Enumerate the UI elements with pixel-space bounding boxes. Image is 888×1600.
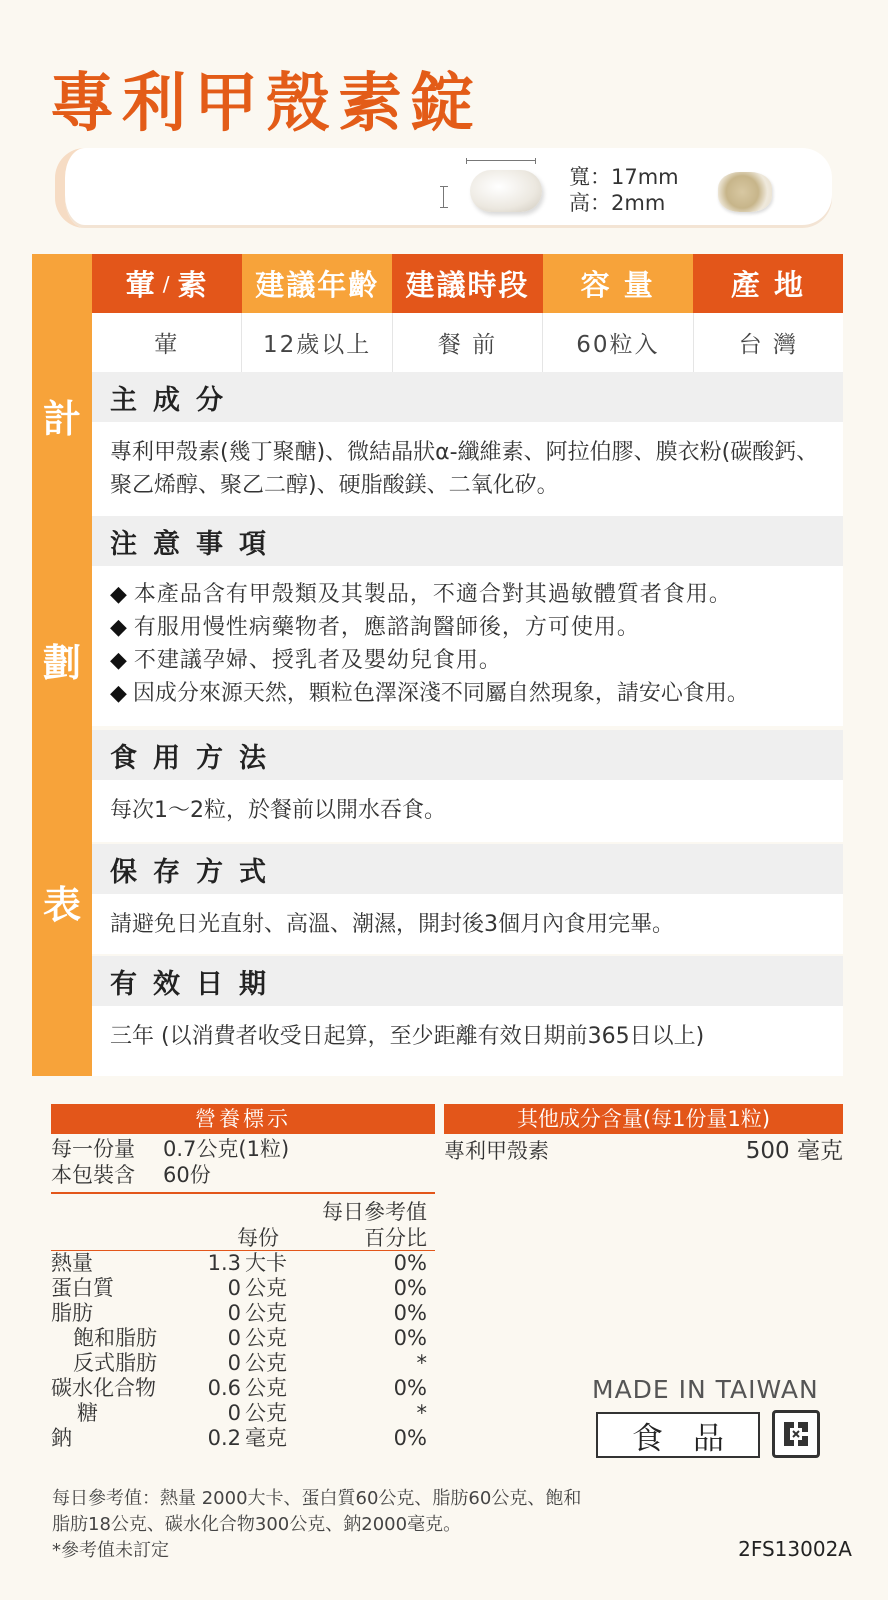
height-dimension-marker	[440, 186, 448, 208]
nutrition-row	[51, 1326, 435, 1351]
tablet-dimensions	[569, 164, 679, 216]
width-dimension-marker	[466, 158, 536, 164]
spec-header-row	[92, 254, 843, 313]
footnote-line: 每日參考值：熱量 2000大卡、蛋白質60公克、脂肪60公克、飽和	[52, 1488, 582, 1509]
caution-item	[110, 644, 825, 677]
nutrient-amount: 0	[227, 1326, 241, 1350]
nutrient-unit: 公克	[245, 1376, 287, 1400]
caution-item-text: 有服用慢性病藥物者，應諮詢醫師後，方可使用。	[133, 615, 640, 640]
caution-item-text: 因成分來源天然，顆粒色澤深淺不同屬自然現象，請安心食用。	[132, 681, 749, 706]
nutrient-name: 熱量	[51, 1251, 93, 1275]
product-title: 專利甲殼素錠	[50, 67, 482, 141]
spec-header-time: 建議時段	[392, 254, 542, 313]
made-in-taiwan-label: MADE IN TAIWAN	[592, 1375, 819, 1404]
nutrition-facts	[51, 1104, 435, 1451]
usage-heading: 食用方法	[92, 730, 843, 780]
other-ingredients-title: 其他成分含量(每1份量1粒)	[444, 1104, 843, 1134]
nutrition-row	[51, 1276, 435, 1301]
diet-label-slash: /	[162, 271, 172, 296]
nutrient-unit: 大卡	[245, 1251, 287, 1275]
nutrient-daily-percent: 0%	[393, 1326, 427, 1350]
expiry-heading: 有效日期	[92, 956, 843, 1006]
nutrition-row	[51, 1376, 435, 1401]
nutrient-amount: 0	[227, 1276, 241, 1300]
nutrition-title: 營養標示	[51, 1104, 435, 1134]
plan-sidebar	[32, 254, 92, 1076]
nutrient-unit: 毫克	[245, 1426, 287, 1450]
expiry-body: 三年 (以消費者收受日起算，至少距離有效日期前365日以上)	[92, 1006, 843, 1076]
sidebar-char-1: 計	[42, 397, 81, 441]
spec-header-age: 建議年齡	[242, 254, 392, 313]
spec-table	[92, 254, 843, 372]
nutrient-daily-percent: 0%	[393, 1376, 427, 1400]
spec-value-origin: 台 灣	[738, 332, 798, 358]
nutrition-column-header	[51, 1194, 435, 1250]
nutrition-row	[51, 1301, 435, 1326]
tablet-width: 寬：17mm	[569, 165, 679, 189]
nutrient-unit: 公克	[245, 1401, 287, 1425]
storage-body: 請避免日光直射、高溫、潮濕，開封後3個月內食用完畢。	[92, 894, 843, 954]
spec-value-capacity: 60粒入	[543, 313, 693, 372]
usage-body: 每次1～2粒，於餐前以開水吞食。	[92, 780, 843, 842]
nutrient-unit: 公克	[245, 1326, 287, 1350]
other-ingredient-value: 500 毫克	[745, 1138, 843, 1164]
ingredients-body: 專利甲殼素(幾丁聚醣)、微結晶狀α-纖維素、阿拉伯膠、膜衣粉(碳酸鈣、聚乙烯醇、聚乙二醇)、硬脂酸鎂、二氧化矽。	[92, 422, 843, 516]
diamond-bullet-icon: ◆	[110, 582, 128, 607]
nutrition-row	[51, 1426, 435, 1451]
daily-value-header: 每日參考值	[322, 1200, 427, 1224]
nutrient-daily-percent: 0%	[393, 1301, 427, 1325]
product-code: 2FS13002A	[738, 1537, 852, 1561]
caution-item	[110, 677, 825, 710]
nutrient-unit: 公克	[245, 1301, 287, 1325]
sidebar-char-3: 表	[42, 883, 81, 927]
recycling-icon	[772, 1410, 820, 1458]
nutrient-name: 反式脂肪	[73, 1351, 157, 1375]
nutrient-daily-percent: 0%	[393, 1276, 427, 1300]
spec-header-capacity: 容 量	[543, 254, 693, 313]
other-ingredient-row	[444, 1134, 843, 1168]
caution-item	[110, 578, 825, 611]
spec-value-row	[92, 313, 843, 372]
nutrient-daily-percent: 0%	[393, 1251, 427, 1275]
nutrient-name: 脂肪	[51, 1301, 93, 1325]
tablet-cross-section-image	[718, 172, 772, 212]
per-serving-header: 每份	[237, 1226, 279, 1250]
nutrient-amount: 1.3	[207, 1251, 241, 1275]
nutrient-unit: 公克	[245, 1351, 287, 1375]
nutrition-row	[51, 1351, 435, 1376]
spec-value-age: 12歲以上	[242, 313, 392, 372]
other-ingredients	[444, 1104, 843, 1168]
servings-value: 60份	[163, 1163, 211, 1187]
servings-per-package-line	[51, 1162, 435, 1188]
nutrient-daily-percent: *	[416, 1401, 427, 1425]
spec-header-diet	[92, 254, 242, 313]
sidebar-char-2: 劃	[42, 641, 81, 685]
footnote-line: *參考值未訂定	[52, 1540, 169, 1561]
nutrient-name: 糖	[77, 1401, 98, 1425]
other-ingredient-name: 專利甲殼素	[444, 1139, 549, 1163]
caution-body	[92, 566, 843, 726]
diamond-bullet-icon: ◆	[110, 648, 128, 673]
spec-value-diet: 葷	[92, 313, 242, 372]
nutrient-name: 蛋白質	[51, 1276, 114, 1300]
spec-value-time: 餐 前	[393, 313, 543, 372]
nutrient-amount: 0	[227, 1301, 241, 1325]
nutrient-name: 飽和脂肪	[73, 1326, 157, 1350]
nutrition-rows	[51, 1251, 435, 1451]
tablet-height: 高：2mm	[569, 191, 666, 215]
caution-item	[110, 611, 825, 644]
food-category-label: 食品	[596, 1412, 760, 1458]
nutrient-amount: 0	[227, 1401, 241, 1425]
nutrient-name: 鈉	[51, 1426, 72, 1450]
diamond-bullet-icon: ◆	[110, 681, 127, 706]
serving-size-line	[51, 1136, 435, 1162]
nutrient-daily-percent: 0%	[393, 1426, 427, 1450]
nutrient-daily-percent: *	[416, 1351, 427, 1375]
footnote	[52, 1486, 581, 1564]
daily-value-percent-header: 百分比	[364, 1226, 427, 1250]
nutrition-row	[51, 1401, 435, 1426]
servings-label: 本包裝含	[51, 1163, 135, 1187]
nutrient-name: 碳水化合物	[51, 1376, 156, 1400]
serving-size-value: 0.7公克(1粒)	[163, 1137, 290, 1161]
diet-label-veg: 素	[177, 268, 209, 302]
nutrient-unit: 公克	[245, 1276, 287, 1300]
nutrient-amount: 0.2	[207, 1426, 241, 1450]
nutrition-row	[51, 1251, 435, 1276]
caution-item-text: 不建議孕婦、授乳者及嬰幼兒食用。	[133, 648, 502, 673]
diamond-bullet-icon: ◆	[110, 615, 128, 640]
diet-label-meat: 葷	[125, 268, 157, 302]
nutrient-amount: 0	[227, 1351, 241, 1375]
ingredients-heading: 主成分	[92, 372, 843, 422]
storage-heading: 保存方式	[92, 844, 843, 894]
nutrient-amount: 0.6	[207, 1376, 241, 1400]
footnote-line: 脂肪18公克、碳水化合物300公克、鈉2000毫克。	[52, 1514, 462, 1535]
serving-size-label: 每一份量	[51, 1137, 135, 1161]
caution-heading: 注意事項	[92, 516, 843, 566]
spec-header-origin: 產 地	[693, 254, 843, 313]
caution-item-text: 本產品含有甲殼類及其製品，不適合對其過敏體質者食用。	[133, 582, 732, 607]
tablet-image	[470, 170, 542, 212]
